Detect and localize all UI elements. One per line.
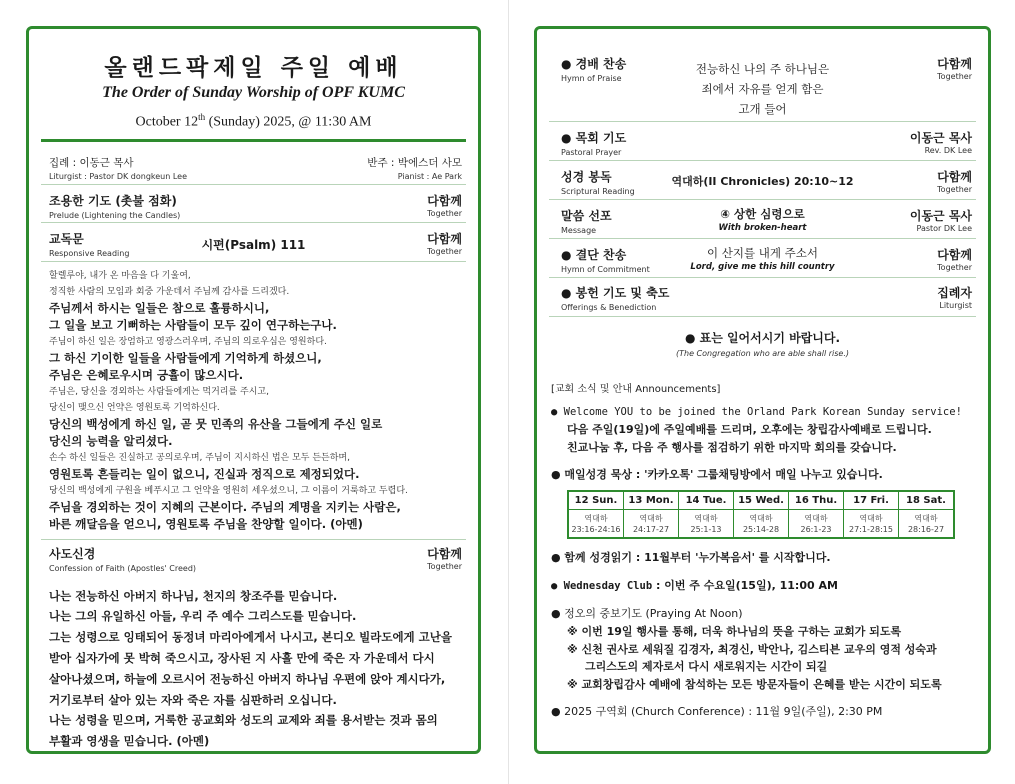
liturgist-english: Liturgist : Pastor DK dongkeun Lee: [49, 171, 188, 181]
schedule-day: 15 Wed.: [734, 491, 789, 510]
liturgist-label: 집례 : 이동근 목사: [49, 156, 134, 169]
announcement-group-reading: [551, 549, 988, 567]
schedule-day: 13 Mon.: [624, 491, 679, 510]
commitment-hymn-title: 이 산지를 내게 주소서: [707, 246, 818, 260]
schedule-cell: [734, 510, 789, 539]
creed-line: 그는 성령으로 잉태되어 동정녀 마리아에게서 나시고, 본디오 빌라도에게 고난을: [49, 630, 452, 645]
announcement-daily-bible: [537, 466, 988, 539]
order-item-leader: 다함께: [427, 193, 462, 208]
pianist-label: 반주 : 박에스더 사모: [367, 156, 462, 169]
reading-congregation-line: 주님을 경외하는 것이 지혜의 근본이다. 주님의 계명을 지키는 사람은,: [49, 499, 401, 514]
apostles-creed-text: [49, 586, 468, 752]
schedule-verses: 25:1-13: [690, 524, 722, 534]
reading-leader-line: 손수 하신 일들은 진실하고 공의로우며, 주님이 지시하신 법은 모두 든든하며,: [49, 452, 350, 463]
order-item-leader: 다함께: [937, 248, 972, 262]
date-main: October 12: [135, 114, 199, 130]
order-item-leader-english: Liturgist: [939, 301, 972, 310]
schedule-book: 역대하: [584, 513, 608, 523]
schedule-day: 18 Sat.: [899, 491, 955, 510]
date-suffix: th: [198, 112, 206, 122]
order-item-title: 사도신경: [49, 546, 96, 561]
order-item-english: Prelude (Lightening the Candles): [49, 210, 181, 220]
order-item-leader: 다함께: [937, 57, 972, 71]
hymn-titles: [549, 59, 976, 119]
order-item-english: Message: [561, 226, 597, 235]
schedule-book: 역대하: [749, 513, 773, 523]
stand-notice-english: (The Congregation who are able shall rise.): [676, 349, 849, 358]
schedule-book: 역대하: [694, 513, 718, 523]
schedule-cell: [679, 510, 734, 539]
order-item-title: 교독문: [49, 231, 84, 246]
schedule-passage-row: [568, 510, 954, 539]
page-fold: [508, 0, 509, 784]
bible-reading-schedule: [567, 490, 955, 539]
schedule-book: 역대하: [914, 513, 938, 523]
reading-leader-line: 할렐루야, 내가 온 마음을 다 기울여,: [49, 270, 191, 281]
order-item-leader-english: Together: [427, 246, 462, 256]
sermon-title: ④ 상한 심령으로: [720, 207, 805, 221]
title-english: The Order of Sunday Worship of OPF KUMC: [102, 84, 405, 101]
reading-leader-line: 당신이 맺으신 언약은 영원토록 기억하신다.: [49, 402, 220, 413]
wednesday-label: ● Wednesday Club: [551, 580, 653, 592]
announcement-welcome: [537, 403, 988, 456]
schedule-verses: 24:17-27: [632, 524, 670, 534]
hymn-title: 죄에서 자유를 얻게 함은: [701, 82, 824, 96]
welcome-detail: 친교나눔 후, 다음 주 행사를 점검하기 위한 마지막 회의를 갖습니다.: [567, 440, 897, 454]
creed-line: 받아 십자가에 못 박혀 죽으시고, 장사된 지 사흘 만에 죽은 자 가운데서 다시: [49, 651, 435, 666]
order-item-leader-english: Together: [427, 561, 462, 571]
order-item-message: [549, 200, 976, 239]
pianist-english: Pianist : Ae Park: [397, 171, 462, 181]
order-item-english: Confession of Faith (Apostles' Creed): [49, 563, 197, 573]
reading-congregation-line: 당신의 능력을 알리셨다.: [49, 433, 173, 448]
order-item-english: Pastoral Prayer: [561, 148, 622, 157]
creed-line: 거기로부터 살아 있는 자와 죽은 자를 심판하러 오십니다.: [49, 692, 337, 707]
sermon-title-english: With broken-heart: [718, 223, 807, 233]
conference-text: ● 2025 구역회 (Church Conference) : 11월 9일(주일), 2:30 PM: [551, 705, 883, 718]
order-item-english: Hymn of Praise: [561, 74, 622, 83]
prayer-item: ※ 교회창립감사 예배에 참석하는 모든 방문자들이 은혜를 받는 시간이 되도록: [567, 677, 942, 691]
welcome-text: ● Welcome YOU to be joined the Orland Park Korean Sunday service!: [551, 406, 962, 418]
order-item-title: 말씀 선포: [561, 209, 612, 223]
order-item-english: Offerings & Benediction: [561, 303, 657, 312]
stand-notice-korean: ● 표는 일어서시기 바랍니다.: [684, 331, 841, 345]
reading-reference-text: 시편(Psalm) 111: [201, 237, 306, 252]
order-item-creed: [41, 539, 466, 576]
schedule-day: 17 Fri.: [844, 491, 899, 510]
order-item-english: Responsive Reading: [49, 248, 130, 258]
title-korean: 올랜드팍제일 주일 예배: [104, 54, 403, 81]
order-item-pastoral-prayer: [549, 122, 976, 161]
schedule-verses: 23:16-24:16: [571, 524, 621, 534]
group-reading-text: ● 함께 성경읽기 : 11월부터 '누가복음서' 를 시작합니다.: [551, 551, 831, 564]
right-page: [534, 26, 991, 754]
order-item-leader-english: Together: [937, 263, 972, 272]
schedule-cell: [624, 510, 679, 539]
reading-leader-line: 주님은, 당신을 경외하는 사람들에게는 먹거리를 주시고,: [49, 386, 269, 397]
announcement-church-conference: [551, 703, 988, 721]
order-item-leader: 이동근 목사: [909, 131, 972, 145]
leaders-row: [41, 142, 466, 185]
wednesday-text: : 이번 주 수요일(15일), 11:00 AM: [652, 579, 838, 592]
schedule-cell: [568, 510, 624, 539]
order-item-leader-english: Together: [427, 208, 462, 218]
order-item-scripture: [549, 161, 976, 200]
order-item-title: ● 목회 기도: [561, 131, 627, 145]
reading-leader-line: 정직한 사람의 모임과 회중 가운데서 주님께 감사를 드리겠다.: [49, 286, 290, 297]
order-item-leader: 이동근 목사: [909, 209, 972, 223]
order-item-responsive-reading: [41, 223, 466, 262]
announcements-heading: [교회 소식 및 안내 Announcements]: [551, 384, 721, 395]
prayer-item-continued: 그리스도의 제자로서 다시 새로워지는 시간이 되길: [585, 660, 828, 673]
schedule-day: 12 Sun.: [568, 491, 624, 510]
responsive-reading-text: [49, 268, 464, 533]
creed-line: 살아나셨으며, 하늘에 오르시어 전능하신 아버지 하나님 우편에 앉아 계시다가,: [49, 671, 446, 686]
order-item-title: 조용한 기도 (촛불 점화): [49, 193, 177, 208]
order-item-title: ● 경배 찬송: [561, 57, 627, 71]
schedule-cell: [789, 510, 844, 539]
prayer-item: ※ 신천 권사로 세워질 김경자, 최경신, 박안나, 김스티븐 교우의 영적 성숙과: [567, 642, 937, 656]
reading-congregation-line: 그 일을 보고 기뻐하는 사람들이 모두 깊이 연구하는구나.: [49, 317, 337, 332]
order-item-english: Scriptural Reading: [561, 187, 635, 196]
schedule-book: 역대하: [804, 513, 828, 523]
order-item-title: ● 봉헌 기도 및 축도: [561, 286, 670, 300]
stand-notice: [537, 329, 988, 358]
schedule-verses: 28:16-27: [907, 524, 945, 534]
schedule-header-row: [568, 491, 954, 510]
reading-leader-line: 주님이 하신 일은 장엄하고 영광스러우며, 주님의 의로우심은 영원하다.: [49, 336, 327, 347]
service-date: [29, 112, 478, 131]
order-item-title: 성경 봉독: [561, 170, 612, 184]
left-page: [26, 26, 481, 754]
welcome-detail: 다음 주일(19일)에 주일예배를 드리며, 오후에는 창립감사예배로 드립니다.: [567, 423, 932, 436]
order-item-leader-english: Pastor DK Lee: [916, 224, 972, 233]
reading-leader-line: 당신의 백성에게 구원을 베푸시고 그 언약을 영원히 세우셨으니, 그 이름이 거룩하고 두렵다.: [49, 485, 408, 496]
order-item-leader: 다함께: [427, 231, 462, 246]
schedule-cell: [844, 510, 899, 539]
daily-bible-text: ● 매일성경 묵상 : '카카오톡' 그룹채팅방에서 매일 나누고 있습니다.: [551, 468, 883, 481]
daily-bible-line: [551, 466, 988, 484]
order-item-hymn-of-praise: [549, 29, 976, 122]
order-item-title: ● 결단 찬송: [561, 248, 627, 262]
prayer-item: ※ 이번 19일 행사를 통해, 더욱 하나님의 뜻을 구하는 교회가 되도록: [567, 625, 902, 638]
creed-line: 나는 전능하신 아버지 하나님, 천지의 창조주를 믿습니다.: [49, 588, 338, 603]
order-item-leader: 다함께: [427, 546, 462, 561]
reading-congregation-line: 영원토록 흔들리는 일이 없으니, 진실과 정직으로 제정되었다.: [49, 466, 360, 481]
date-time: (Sunday) 2025, @ 11:30 AM: [205, 114, 372, 130]
reading-congregation-line: 주님은 은혜로우시며 긍휼이 많으시다.: [49, 367, 244, 382]
noon-prayer-title-line: [551, 605, 988, 623]
order-item-prelude: [41, 185, 466, 223]
creed-line: 부활과 영생을 믿습니다. (아멘): [49, 734, 210, 749]
announcement-noon-prayer: [537, 605, 988, 693]
hymn-title: 고개 들어: [738, 102, 787, 116]
order-item-leader-english: Rev. DK Lee: [924, 146, 972, 155]
reading-congregation-line: 바른 깨달음을 얻으니, 영원토록 주님을 찬양할 일이다. (아멘): [49, 516, 363, 531]
schedule-verses: 25:14-28: [742, 524, 780, 534]
commitment-hymn-english: Lord, give me this hill country: [690, 262, 835, 272]
creed-line: 나는 그의 유일하신 아들, 우리 주 예수 그리스도를 믿습니다.: [49, 609, 357, 624]
order-item-leader: 다함께: [937, 170, 972, 184]
hymn-title: 전능하신 나의 주 하나님은: [695, 62, 830, 76]
schedule-book: 역대하: [639, 513, 663, 523]
order-item-leader-english: Together: [937, 72, 972, 81]
order-item-leader-english: Together: [937, 185, 972, 194]
reading-congregation-line: 당신의 백성에게 하신 일, 곧 뭇 민족의 유산을 그들에게 주신 일로: [49, 416, 383, 431]
reading-reference: [41, 236, 466, 253]
welcome-line: [551, 403, 988, 421]
noon-prayer-title: ● 정오의 중보기도 (Praying At Noon): [551, 607, 743, 620]
schedule-day: 14 Tue.: [679, 491, 734, 510]
schedule-cell: [899, 510, 955, 539]
schedule-verses: 27:1-28:15: [849, 524, 893, 534]
schedule-day: 16 Thu.: [789, 491, 844, 510]
schedule-verses: 26:1-23: [800, 524, 832, 534]
order-item-english: Hymn of Commitment: [561, 265, 650, 274]
reading-congregation-line: 주님께서 하시는 일들은 참으로 훌륭하시니,: [49, 300, 270, 315]
reading-congregation-line: 그 하신 기이한 일들을 사람들에게 기억하게 하셨으니,: [49, 350, 322, 365]
order-item-offering: [549, 278, 976, 317]
creed-line: 나는 성령을 믿으며, 거룩한 공교회와 성도의 교제와 죄를 용서받는 것과 몸의: [49, 713, 438, 728]
order-item-leader: 집례자: [937, 286, 972, 300]
schedule-book: 역대하: [859, 513, 883, 523]
scripture-reference: 역대하(II Chronicles) 20:10~12: [671, 175, 854, 188]
order-item-hymn-of-commitment: [549, 239, 976, 278]
announcement-wednesday-club: [551, 577, 988, 595]
